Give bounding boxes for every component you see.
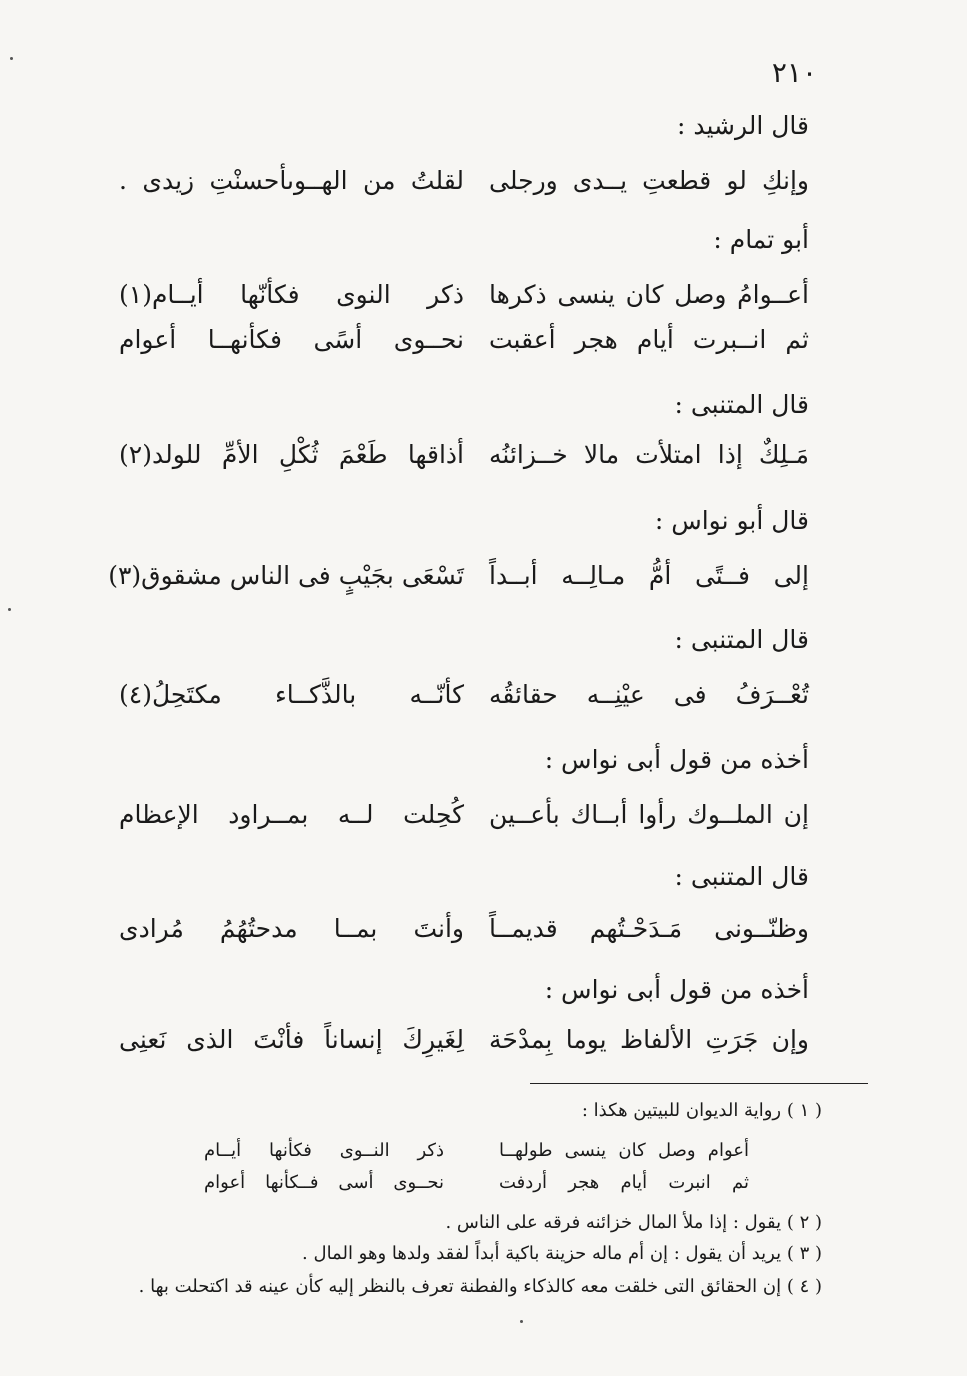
section-heading: قال المتنبى : bbox=[674, 862, 809, 891]
section-heading: قال الرشيد : bbox=[676, 111, 809, 140]
verse-first-hemistich: إلى فــتًى أمُّ مـالِــه أبــداً bbox=[489, 561, 809, 590]
verse-first-hemistich: أعوام وصل كان ينسى طولهــا bbox=[499, 1140, 749, 1161]
verse-second-hemistich: لِغَيرِكَ إنساناً فأنْتَ الذى نَعنِى bbox=[119, 1025, 464, 1054]
verse-first-hemistich: إن الملــوك رأوا أبــاك بأعــين bbox=[489, 800, 809, 829]
footnote-3: ( ٣ ) يريد أن يقول : إن أم ماله حزينة باكية أبداً لفقد ولدها وهو المال . bbox=[302, 1243, 822, 1264]
verse-second-hemistich: كأنّــه بالذَّكــاء مكتَحِلُ(٤) bbox=[119, 680, 464, 709]
poem-verse bbox=[119, 1025, 809, 1065]
footnote-divider bbox=[530, 1083, 868, 1084]
verse-first-hemistich: وظنّــونى مَـدَحْـتُهم قديمــاً bbox=[489, 914, 809, 943]
verse-first-hemistich: ثم انبرت أيام هجر أردفت bbox=[499, 1172, 749, 1193]
section-heading: قال أبو نواس : bbox=[654, 506, 809, 535]
verse-first-hemistich: ثم انــبرت أيام هجر أعقبت bbox=[489, 325, 809, 354]
poem-verse bbox=[119, 325, 809, 365]
verse-second-hemistich: وأنتَ بمــا مدحتُهُمُ مُرادى bbox=[119, 914, 464, 943]
poem-verse bbox=[119, 800, 809, 840]
footnote-verse bbox=[204, 1140, 749, 1168]
verse-first-hemistich: تُعْــرَفُ فى عيْنِــه حقائقُه bbox=[489, 680, 809, 709]
poem-verse bbox=[119, 680, 809, 720]
page-number: ٢١٠ bbox=[771, 56, 817, 89]
footnote-4: ( ٤ ) إن الحقائق التى خلقت معه كالذكاء والفطنة تعرف بالنظر إليه كأن عينه قد اكتحلت بها . bbox=[138, 1276, 822, 1297]
verse-second-hemistich: كُحِلت لــه بمــراود الإعظام bbox=[119, 800, 464, 829]
verse-first-hemistich: مَـلِكٌ إذا امتلأت مالا خــزائنُه bbox=[489, 440, 809, 469]
verse-second-hemistich: ذكر النوى فكأنّها أيــام(١) bbox=[119, 280, 464, 309]
section-heading: قال المتنبى : bbox=[674, 390, 809, 419]
verse-second-hemistich: أذاقها طَعْمَ ثُكْلِ الأمِّ للولد(٢) bbox=[119, 440, 464, 469]
verse-second-hemistich: نحــوى أسًى فكأنهــا أعوام bbox=[119, 325, 464, 354]
scan-speck bbox=[520, 1320, 523, 1323]
footnote-verse bbox=[204, 1172, 749, 1200]
verse-second-hemistich: لقلتُ من الهــوىأحسنْتِ زيدى . bbox=[119, 166, 464, 195]
poem-verse bbox=[119, 166, 809, 206]
verse-first-hemistich: أعــوامُ وصل كان ينسى ذكرها bbox=[489, 280, 809, 309]
section-heading: أخذه من قول أبى نواس : bbox=[544, 975, 809, 1004]
footnote-2: ( ٢ ) يقول : إذا ملأ المال خزائنه فرقه على الناس . bbox=[445, 1212, 822, 1233]
verse-first-hemistich: وإنكِ لو قطعتِ يــدى ورجلى bbox=[489, 166, 809, 195]
footnote-1-intro: ( ١ ) رواية الديوان للبيتين هكذا : bbox=[581, 1100, 822, 1121]
scan-speck bbox=[10, 57, 13, 60]
section-heading: أخذه من قول أبى نواس : bbox=[544, 745, 809, 774]
verse-first-hemistich: وإن جَرَتِ الألفاظ يوما بِمدْحَة bbox=[489, 1025, 809, 1054]
section-heading: قال المتنبى : bbox=[674, 625, 809, 654]
scan-speck bbox=[8, 608, 11, 611]
verse-second-hemistich: ذكر النــوى فكأنها أيــام bbox=[204, 1140, 444, 1161]
verse-second-hemistich: تَسْعَى بجَيْبٍ فى الناس مشقوق(٣) bbox=[108, 561, 464, 590]
poem-verse bbox=[119, 440, 809, 480]
poem-verse bbox=[119, 914, 809, 954]
poem-verse bbox=[119, 280, 809, 320]
section-heading: أبو تمام : bbox=[713, 225, 809, 254]
verse-second-hemistich: نحــوى أسى فــكأنها أعوام bbox=[204, 1172, 444, 1193]
poem-verse bbox=[108, 561, 809, 601]
